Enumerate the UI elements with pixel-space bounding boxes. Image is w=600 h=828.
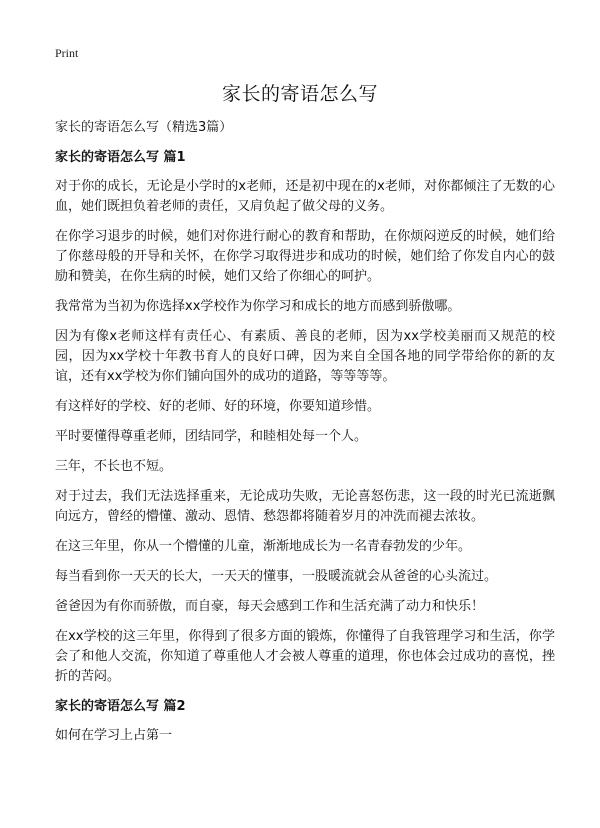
print-label: Print [55, 46, 79, 60]
paragraph: 因为有像x老师这样有责任心、有素质、善良的老师，因为xx学校美丽而又规范的校园，因为xx学校十年教书育人的良好口碑，因为来自全国各地的同学带给你的新的友谊，还有xx学校为你们铺向国外的成功的道路，等等等等。 [55, 329, 555, 384]
paragraph: 对于过去，我们无法选择重来，无论成功失败，无论喜怒伤悲，这一段的时光已流逝飘向远方，曾经的懵懂、激动、恩情、愁怨都将随着岁月的冲洗而褪去浓妆。 [55, 489, 555, 524]
document-body [55, 118, 555, 756]
paragraph: 在xx学校的这三年里，你得到了很多方面的锻炼，你懂得了自我管理学习和生活，你学会了和他人交流，你知道了尊重他人才会被人尊重的道理，你也体会过成功的喜悦，挫折的苦闷。 [55, 629, 555, 684]
paragraph: 每当看到你一天天的长大，一天天的懂事，一股暖流就会从爸爸的心头流过。 [55, 569, 498, 584]
paragraph: 如何在学习上占第一 [55, 728, 173, 743]
paragraph: 我常常为当初为你选择xx学校作为你学习和成长的地方而感到骄傲哪。 [55, 299, 461, 314]
paragraph: 在这三年里，你从一个懵懂的儿童，渐渐地成长为一名青春勃发的少年。 [55, 539, 472, 554]
paragraph: 有这样好的学校、好的老师、好的环境，你要知道珍惜。 [55, 399, 381, 414]
document-subtitle: 家长的寄语怎么写（精选3篇） [55, 120, 233, 135]
section-1 [55, 148, 555, 687]
section-heading: 家长的寄语怎么写 篇2 [55, 699, 186, 714]
page-title: 家长的寄语怎么写 [221, 83, 378, 105]
paragraph: 三年，不长也不短。 [55, 459, 173, 474]
paragraph: 爸爸因为有你而骄傲，而自豪，每天会感到工作和生活充满了动力和快乐！ [55, 599, 485, 614]
section-2 [55, 697, 555, 746]
paragraph: 在你学习退步的时候，她们对你进行耐心的教育和帮助，在你烦闷逆反的时候，她们给了你慈母般的开导和关怀，在你学习取得进步和成功的时候，她们给了你发自内心的鼓励和赞美，在你生病的时候，她们又给了你细心的呵护。 [55, 229, 555, 284]
section-heading: 家长的寄语怎么写 篇1 [55, 150, 186, 165]
paragraph: 平时要懂得尊重老师，团结同学，和睦相处每一个人。 [55, 429, 368, 444]
paragraph: 对于你的成长，无论是小学时的x老师，还是初中现在的x老师，对你都倾注了无数的心血，她们既担负着老师的责任，又肩负起了做父母的义务。 [55, 179, 555, 214]
